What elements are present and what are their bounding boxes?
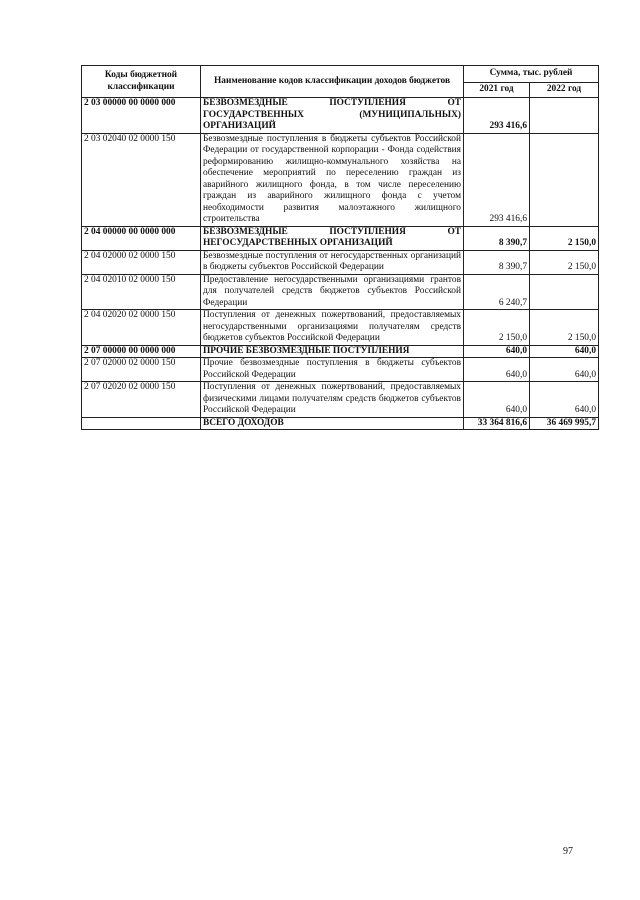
code-cell: 2 07 02020 02 0000 150 bbox=[82, 382, 201, 418]
value-2022-cell: 640,0 bbox=[530, 382, 599, 418]
code-cell: 2 03 02040 02 0000 150 bbox=[82, 133, 201, 226]
code-cell: 2 04 00000 00 0000 000 bbox=[82, 226, 201, 250]
total-row bbox=[82, 417, 599, 430]
table-row bbox=[82, 358, 599, 382]
name-cell: Предоставление негосударственными организациями грантов для получателей средств бюджетов субъектов Российской Федерации bbox=[201, 274, 464, 310]
value-2022-cell: 640,0 bbox=[530, 358, 599, 382]
table-row-section bbox=[82, 226, 599, 250]
name-cell: Безвозмездные поступления от негосударственных организаций в бюджеты субъектов Российской Федерации bbox=[201, 250, 464, 274]
value-2021-cell: 640,0 bbox=[464, 382, 530, 418]
revenue-table bbox=[81, 65, 599, 430]
value-2022-cell: 640,0 bbox=[530, 345, 599, 358]
code-cell: 2 07 00000 00 0000 000 bbox=[82, 345, 201, 358]
table-row-section bbox=[82, 98, 599, 134]
value-2022-cell bbox=[530, 98, 599, 134]
value-2022-cell: 2 150,0 bbox=[530, 250, 599, 274]
value-2021-cell: 8 390,7 bbox=[464, 226, 530, 250]
total-label: ВСЕГО ДОХОДОВ bbox=[201, 417, 464, 430]
name-cell: Прочие безвозмездные поступления в бюджеты субъектов Российской Федерации bbox=[201, 358, 464, 382]
table-body bbox=[82, 98, 599, 418]
table-row bbox=[82, 133, 599, 226]
value-2021-cell: 293 416,6 bbox=[464, 98, 530, 134]
table-row-section bbox=[82, 345, 599, 358]
table-row bbox=[82, 274, 599, 310]
header-codes: Коды бюджетной классификации bbox=[82, 66, 201, 98]
name-cell: Безвозмездные поступления в бюджеты субъектов Российской Федерации от государственной корпорации - Фонда содействия реформированию жилищно-коммунального хозяйства на обеспечение мероприятий по переселению граждан из аварийного жилищного фонда, в том числе переселению граждан из аварийного жилищного фонда с учетом необходимости развития малоэтажного жилищного строительства bbox=[201, 133, 464, 226]
value-2021-cell: 6 240,7 bbox=[464, 274, 530, 310]
value-2022-cell: 2 150,0 bbox=[530, 310, 599, 346]
value-2022-cell bbox=[530, 274, 599, 310]
header-year-2022: 2022 год bbox=[530, 83, 599, 98]
name-cell: БЕЗВОЗМЕЗДНЫЕ ПОСТУПЛЕНИЯ ОТ ГОСУДАРСТВЕННЫХ (МУНИЦИПАЛЬНЫХ) ОРГАНИЗАЦИЙ bbox=[201, 98, 464, 134]
code-cell: 2 03 00000 00 0000 000 bbox=[82, 98, 201, 134]
value-2021-cell: 293 416,6 bbox=[464, 133, 530, 226]
table-row bbox=[82, 250, 599, 274]
total-2022: 36 469 995,7 bbox=[530, 417, 599, 430]
page-number: 97 bbox=[563, 846, 573, 857]
value-2022-cell: 2 150,0 bbox=[530, 226, 599, 250]
header-name: Наименование кодов классификации доходов бюджетов bbox=[201, 66, 464, 98]
value-2021-cell: 2 150,0 bbox=[464, 310, 530, 346]
name-cell: Поступления от денежных пожертвований, предоставляемых негосударственными организациями получателям средств бюджетов субъектов Российской Федерации bbox=[201, 310, 464, 346]
code-cell: 2 04 02000 02 0000 150 bbox=[82, 250, 201, 274]
name-cell: ПРОЧИЕ БЕЗВОЗМЕЗДНЫЕ ПОСТУПЛЕНИЯ bbox=[201, 345, 464, 358]
code-cell: 2 04 02020 02 0000 150 bbox=[82, 310, 201, 346]
code-cell: 2 07 02000 02 0000 150 bbox=[82, 358, 201, 382]
total-2021: 33 364 816,6 bbox=[464, 417, 530, 430]
total-code-cell bbox=[82, 417, 201, 430]
value-2022-cell bbox=[530, 133, 599, 226]
table-row bbox=[82, 310, 599, 346]
value-2021-cell: 640,0 bbox=[464, 345, 530, 358]
table-row bbox=[82, 382, 599, 418]
name-cell: БЕЗВОЗМЕЗДНЫЕ ПОСТУПЛЕНИЯ ОТ НЕГОСУДАРСТВЕННЫХ ОРГАНИЗАЦИЙ bbox=[201, 226, 464, 250]
name-cell: Поступления от денежных пожертвований, предоставляемых физическими лицами получателям средств бюджетов субъектов Российской Федерации bbox=[201, 382, 464, 418]
header-sum: Сумма, тыс. рублей bbox=[464, 66, 599, 83]
value-2021-cell: 8 390,7 bbox=[464, 250, 530, 274]
header-year-2021: 2021 год bbox=[464, 83, 530, 98]
value-2021-cell: 640,0 bbox=[464, 358, 530, 382]
code-cell: 2 04 02010 02 0000 150 bbox=[82, 274, 201, 310]
